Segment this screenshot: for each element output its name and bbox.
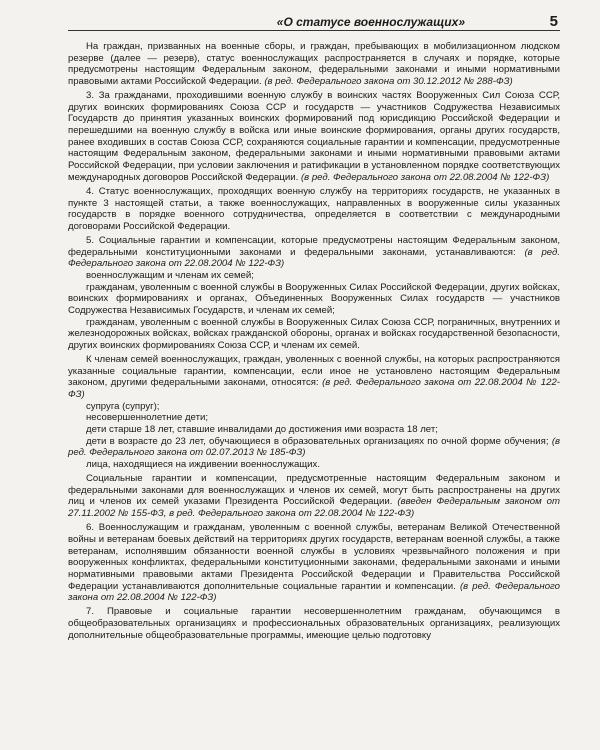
amendment-note: (в ред. Федерального закона от 22.08.2004 № 122-ФЗ): [68, 377, 561, 401]
list-item: гражданам, уволенным с военной службы в Вооруженных Силах Союза ССР, пограничных, внутренних и железнодорожных войсках, войсках гражданской обороны, органах и войсках государственной безопасности, других воинских формированиях Союза ССР, и членам их семей.: [68, 316, 560, 351]
list-item: лица, находящиеся на иждивении военнослужащих.: [86, 458, 321, 470]
running-title: «О статусе военнослужащих»: [276, 15, 465, 29]
list-item: несовершеннолетние дети;: [86, 412, 208, 424]
list-item: гражданам, уволенным с военной службы в Вооруженных Силах Российской Федерации, других войсках, воинских формированиях и органах, Объединенных Вооруженных Силах государств — участников Содружества Независимых Государств, и членам их семей;: [68, 281, 560, 316]
paragraph-family-members: К членам семей военнослужащих, граждан, уволенных с военной службы, на которых распространяются указанные социальные гарантии, компенсации, если иное не установлено настоящим Федеральным законом, другими федеральными законами, относятся: (в ред. Федерального закона от 22.08.2004 № 122-ФЗ): [68, 354, 561, 401]
list-item: дети старше 18 лет, ставшие инвалидами до достижения ими возраста 18 лет;: [86, 424, 438, 435]
list-item: супруга (супруг);: [86, 400, 160, 412]
page-number: 5: [549, 13, 558, 30]
paragraph-7: 7. Правовые и социальные гарантии несовершеннолетним гражданам, обучающимся в общеобразовательных организациях и профессиональных образовательных организациях, реализующих дополнительные общеобразовательные программы, имеющие целью подготовку: [68, 606, 560, 641]
amendment-note: (в ред. Федерального закона от 30.12.2012 № 288-ФЗ): [264, 75, 513, 87]
amendment-note: (в ред. Федерального закона от 22.08.2004 № 122-ФЗ): [68, 580, 561, 604]
paragraph-extension: Социальные гарантии и компенсации, предусмотренные настоящим Федеральным законом и федеральными законами для военнослужащих и членов их семей, могут быть распространены на других лиц и членов их семей указами Президента Российской Федерации. (введен Федеральным законом от 27.11.2002 № 155-ФЗ, в ред. Федерального закона от 22.08.2004 № 122-ФЗ): [68, 473, 561, 520]
paragraph-6: 6. Военнослужащим и гражданам, уволенным с военной службы, ветеранам Великой Отечественной войны и ветеранам боевых действий на территориях других государств, ветеранам военной службы, а также ветеранам, исполнявшим обязанности военной службы в условиях чрезвычайного положения и при вооруженных конфликтах, федеральными конституционными законами, федеральными законами и иными нормативными правовыми актами Президента Российской Федерации и Правительства Российской Федерации устанавливаются дополнительные социальные гарантии и компенсации. (в ред. Федерального закона от 22.08.2004 № 122-ФЗ): [68, 522, 561, 604]
amendment-note: (в ред. Федерального закона от 22.08.2004 № 122-ФЗ): [68, 246, 560, 270]
running-header: [68, 0, 560, 31]
list-item: военнослужащим и членам их семей;: [86, 269, 254, 281]
paragraph-5: 5. Социальные гарантии и компенсации, которые предусмотрены настоящим Федеральным законом, федеральными конституционными законами и федеральными законами, устанавливаются: (в ред. Федерального закона от 22.08.2004 № 122-ФЗ): [68, 235, 560, 270]
paragraph-3: 3. За гражданами, проходившими военную службу в воинских частях Вооруженных Сил Союза ССР, других воинских формированиях Союза ССР и государств — участников Содружества Независимых Государств до принятия указанных воинских формирований под юрисдикцию Российской Федерации и перешедшими на военную службу в войска или иные воинские формирования, органы других государств, ранее входивших в состав Союза ССР, сохраняются социальные гарантии и компенсации, предусмотренные настоящим Федеральным законом, федеральными законами и иными нормативными правовыми актами Российской Федерации, при условии заключения и ратификации в установленном порядке соответствующих международных договоров Российской Федерации. (в ред. Федерального закона от 22.08.2004 № 122-ФЗ): [68, 90, 560, 183]
amendment-note: (в ред. Федерального закона от 02.07.2013 № 185-ФЗ): [68, 435, 561, 459]
amendment-note: (введен Федеральным законом от 27.11.2002 № 155-ФЗ, в ред. Федерального закона от 22.08.2004 № 122-ФЗ): [68, 496, 561, 520]
body-text: [68, 41, 560, 641]
list-item: дети в возрасте до 23 лет, обучающиеся в образовательных организациях по очной форме обучения; (в ред. Федерального закона от 02.07.2013 № 185-ФЗ): [68, 435, 561, 459]
paragraph-intro-reserve: На граждан, призванных на военные сборы, и граждан, пребывающих в мобилизационном людском резерве (далее — резерв), статус военнослужащих распространяется в случаях и порядке, которые предусмотрены настоящим Федеральным законом, федеральными законами и иными нормативными правовыми актами Российской Федерации. (в ред. Федерального закона от 30.12.2012 № 288-ФЗ): [68, 41, 560, 87]
paragraph-4: 4. Статус военнослужащих, проходящих военную службу на территориях государств, не указанных в пункте 3 настоящей статьи, а также военнослужащих, направленных в вооруженные силы указанных государств в порядке военного сотрудничества, определяется в соответствии с международными договорами Российской Федерации.: [68, 185, 560, 232]
amendment-note: (в ред. Федерального закона от 22.08.2004 № 122-ФЗ): [300, 171, 550, 183]
